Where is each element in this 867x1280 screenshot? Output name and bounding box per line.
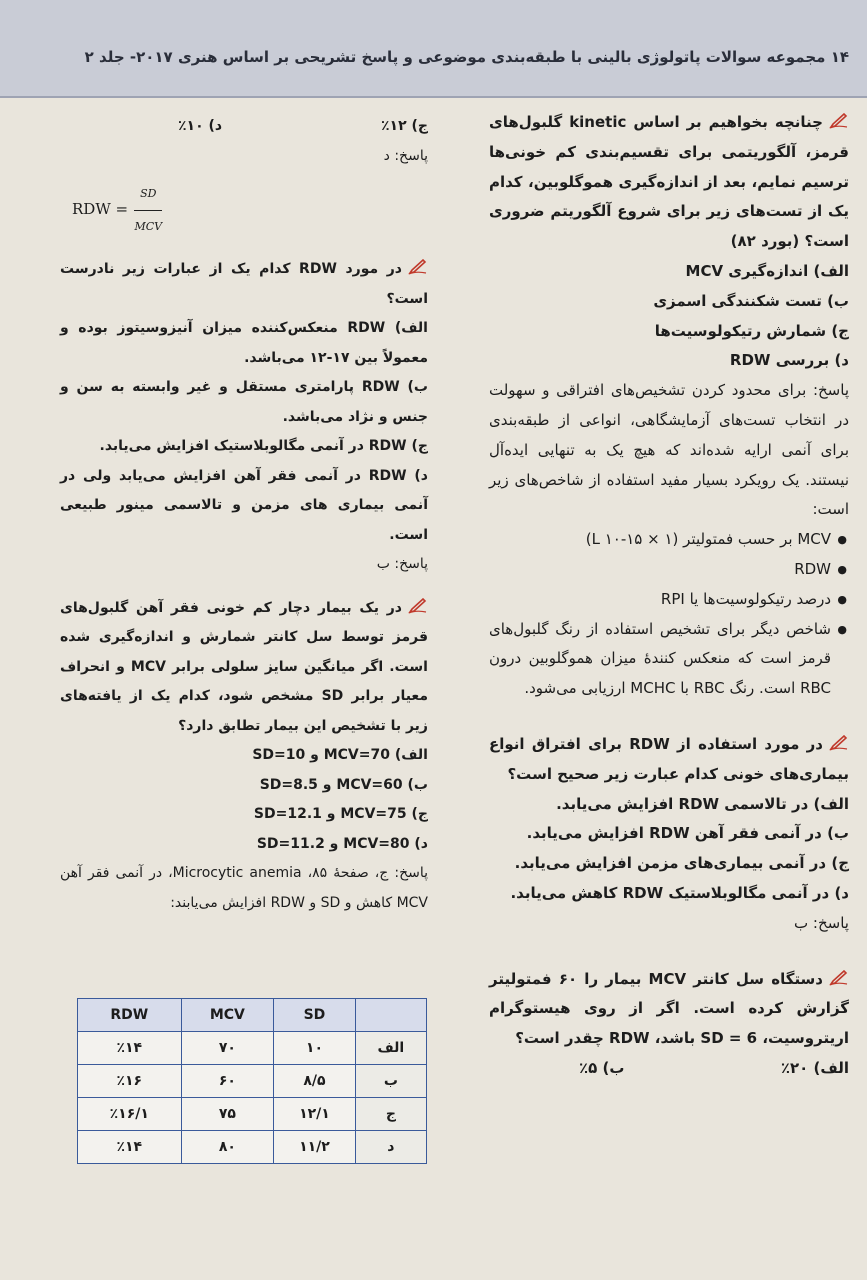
- right-column: [489, 108, 849, 1084]
- table-cell: ب: [355, 1065, 426, 1098]
- question-1-text: چنانچه بخواهیم بر اساس kinetic گلبول‌های قرمز، آلگوریتمی برای تقسیم‌بندی کم خونی‌ها ترسیم نمایم، بعد از اندازه‌گیری هموگلوبین، کدام یک از تست‌های زیر برای شروع آلگوریتم ضروری است؟ (بورد ۸۲): [489, 113, 849, 251]
- q3-option-a: الف) ۲۰٪: [780, 1058, 849, 1077]
- table-header-cell: RDW: [78, 999, 182, 1032]
- question-4-text: در مورد RDW کدام یک از عبارات زیر نادرست است؟: [60, 261, 428, 307]
- table-cell: ۱۰: [274, 1032, 356, 1065]
- q3-option-c: ج) ۱۲٪: [380, 118, 428, 134]
- table-cell: ۱۱/۲: [274, 1131, 356, 1164]
- q3-options-row: [579, 1054, 849, 1084]
- question-3-text: دستگاه سل کانتر MCV بیمار را ۶۰ فمتولیتر گزارش کرده است. اگر از روی هیستوگرام اریتروسیت، SD = 6 باشد، RDW چقدر است؟: [489, 969, 849, 1048]
- q3-option-d: د) ۱۰٪: [178, 118, 223, 134]
- q3-option-b: ب) ۵٪: [579, 1058, 625, 1077]
- table-header-cell: SD: [274, 999, 356, 1032]
- q5-option-d: د) MCV=80 و SD=11.2: [256, 835, 428, 852]
- table-cell: د: [355, 1131, 426, 1164]
- table-cell: ۱۲/۱: [274, 1098, 356, 1131]
- question-1: [489, 108, 849, 257]
- q1-option-c: ج) شمارش رتیکولوسیت‌ها: [654, 321, 849, 340]
- q4-option-b: ب) RDW پارامتری مستقل و غیر وابسته به سن و جنس و نژاد می‌باشد.: [60, 379, 429, 425]
- q1-option-b: ب) تست شکنندگی اسمزی: [653, 291, 849, 310]
- q3-options-row-2: [178, 112, 428, 142]
- left-column: [60, 112, 428, 918]
- q2-option-a: الف) در تالاسمی RDW افزایش می‌یابد.: [556, 794, 849, 813]
- bullet-item: ● درصد رتیکولوسیت‌ها یا RPI: [489, 585, 831, 615]
- pencil-icon: [408, 598, 428, 614]
- pencil-icon: [829, 113, 849, 129]
- question-2-text: در مورد استفاده از RDW برای افتراق انواع بیماری‌های خونی کدام عبارت زیر صحیح است؟: [489, 734, 849, 783]
- table-row: [78, 1131, 427, 1164]
- q2-answer: پاسخ: ب: [794, 913, 849, 932]
- question-5-text: در یک بیمار دچار کم خونی فقر آهن گلبول‌های قرمز توسط سل کانتر شمارش و اندازه‌گیری شده است. اگر میانگین سایز سلولی برابر MCV و انحراف معیار برابر SD مشخص شود، کدام یک از یافته‌های زیر با تشخیص این بیمار تطابق دارد؟: [60, 599, 428, 734]
- table-row: [78, 1065, 427, 1098]
- values-table: [77, 998, 427, 1164]
- table-cell: ۷۵: [181, 1098, 274, 1131]
- q1-option-a: الف) اندازه‌گیری MCV: [685, 261, 849, 280]
- table-cell: ٪۱۴: [78, 1131, 182, 1164]
- table-header-cell: [355, 999, 426, 1032]
- table-cell: ج: [355, 1098, 426, 1131]
- bullet-item: ● RDW: [489, 555, 831, 585]
- bullet-item: ● MCV بر حسب فمتولیتر (L ‎۱۰-۱۵ × ۱): [489, 525, 831, 555]
- table-cell: ۸۰: [181, 1131, 274, 1164]
- q2-option-c: ج) در آنمی بیماری‌های مزمن افزایش می‌یابد.: [514, 854, 849, 873]
- q2-option-d: د) در آنمی مگالوبلاستیک RDW کاهش می‌یابد.: [510, 883, 849, 902]
- q1-answer: پاسخ: برای محدود کردن تشخیص‌های افتراقی و سهولت در انتخاب تست‌های آزمایشگاهی، انواعی از طبقه‌بندی برای آنمی ارایه شده‌اند که هیچ یک به تنهایی ایده‌آل نیستند. یک رویکرد بسیار مفید استفاده از شاخص‌های زیر است:: [489, 381, 849, 519]
- q5-answer: پاسخ: ج، صفحهٔ ۸۵، Microcytic anemia، در آنمی فقر آهن MCV کاهش و SD و RDW افزایش می‌یابند:: [60, 865, 428, 911]
- pencil-icon: [829, 970, 849, 986]
- table-row: [78, 1032, 427, 1065]
- question-2: [489, 730, 849, 790]
- formula-fraction: [134, 179, 162, 241]
- q2-option-b: ب) در آنمی فقر آهن RDW افزایش می‌یابد.: [526, 824, 849, 843]
- q1-bullet-list: [489, 525, 849, 704]
- q5-option-a: الف) MCV=70 و SD=10: [252, 747, 428, 763]
- question-5: [60, 594, 428, 742]
- table-cell: الف: [355, 1032, 426, 1065]
- table-row: [78, 1098, 427, 1131]
- bullet-item: ● شاخص دیگر برای تشخیص استفاده از رنگ گلبول‌های قرمز است که منعکس کنندهٔ میزان هموگلوبین درون RBC است. رنگ RBC با MCHC ارزیابی می‌شود.: [489, 615, 831, 704]
- pencil-icon: [829, 735, 849, 751]
- q4-option-c: ج) RDW در آنمی مگالوبلاستیک افزایش می‌یابد.: [99, 438, 428, 454]
- q1-option-d: د) بررسی RDW: [729, 351, 849, 370]
- formula-numerator: SD: [134, 179, 162, 211]
- table-cell: ٪۱۶/۱: [78, 1098, 182, 1131]
- table-cell: ٪۱۴: [78, 1032, 182, 1065]
- page-title: ۱۴ مجموعه سوالات پاتولوژی بالینی با طبقه‌بندی موضوعی و پاسخ تشریحی بر اساس هنری ۲۰۱۷- جلد ۲: [84, 48, 849, 66]
- formula-denominator: MCV: [134, 219, 163, 233]
- pencil-icon: [408, 259, 428, 275]
- table-header-row: [78, 999, 427, 1032]
- question-4: [60, 255, 428, 314]
- table-cell: ۷۰: [181, 1032, 274, 1065]
- page-header: [0, 0, 867, 98]
- table-cell: ۶۰: [181, 1065, 274, 1098]
- q5-option-b: ب) MCV=60 و SD=8.5: [259, 776, 428, 793]
- formula-lhs: RDW =: [72, 200, 129, 219]
- question-3: [489, 965, 849, 1054]
- q4-option-a: الف) RDW منعکس‌کننده میزان آنیزوسیتوز بوده و معمولاً بین ۱۷-۱۲ می‌باشد.: [60, 320, 428, 366]
- q3-answer: پاسخ: د: [383, 147, 428, 164]
- q4-answer: پاسخ: ب: [376, 556, 428, 572]
- rdw-formula: [72, 179, 428, 241]
- q4-option-d: د) RDW در آنمی فقر آهن افزایش می‌یابد ولی در آنمی بیماری های مزمن و تالاسمی مینور طبیعی است.: [60, 467, 428, 543]
- q5-option-c: ج) MCV=75 و SD=12.1: [253, 806, 428, 822]
- table-header-cell: MCV: [181, 999, 274, 1032]
- table-cell: ٪۱۶: [78, 1065, 182, 1098]
- table-cell: ۸/۵: [274, 1065, 356, 1098]
